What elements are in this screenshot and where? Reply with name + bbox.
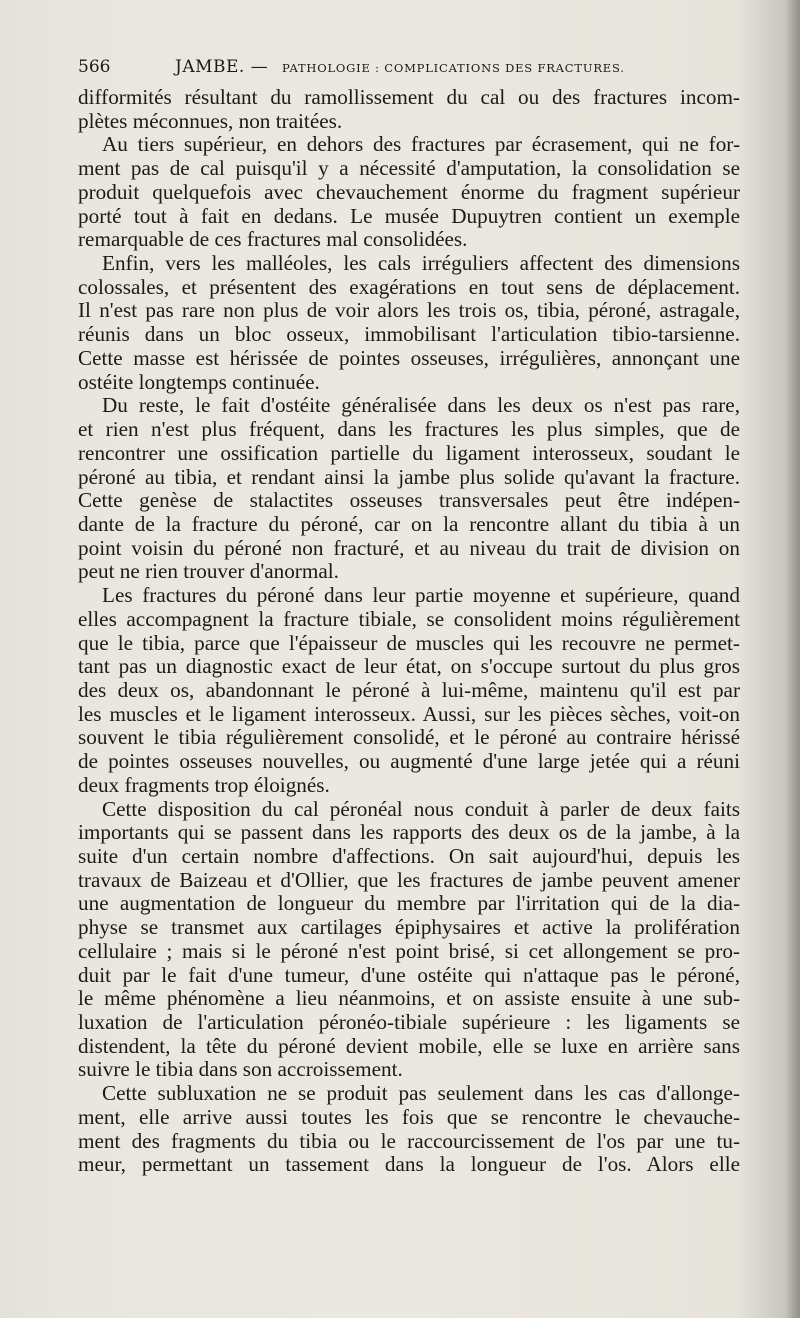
text-line: plètes méconnues, non traitées. — [78, 109, 343, 133]
text-line: suivre le tibia dans son accroissement. — [78, 1058, 403, 1082]
text-line: ment pas de cal puisqu'il y a nécessité d'amputation, la consolidation se — [78, 157, 740, 181]
text-line: produit quelquefois avec chevauchement énorme du fragment supérieur — [78, 180, 740, 204]
paragraph — [78, 252, 740, 394]
text-line: et rien n'est plus fréquent, dans les fractures les plus simples, que de — [78, 418, 740, 442]
text-line: travaux de Baizeau et d'Ollier, que les fractures de jambe peuvent amener — [78, 868, 740, 892]
body-text — [78, 86, 740, 1177]
text-line: tant pas un diagnostic exact de leur état, on s'occupe surtout du plus gros — [78, 655, 740, 679]
paragraph — [78, 394, 740, 584]
text-line: une augmentation de longueur du membre par l'irritation qui de la dia- — [78, 892, 740, 916]
text-line: Les fractures du péroné dans leur partie moyenne et supérieure, quand — [102, 584, 740, 608]
running-subtitle: PATHOLOGIE : COMPLICATIONS DES FRACTURES. — [282, 61, 625, 75]
page-edge-shadow — [786, 0, 800, 1318]
text-line: elles accompagnent la fracture tibiale, se consolident moins régulièrement — [78, 607, 740, 631]
text-line: Cette subluxation ne se produit pas seulement dans les cas d'allonge- — [102, 1082, 740, 1106]
text-line: dante de la fracture du péroné, car on la rencontre allant du tibia à un — [78, 512, 740, 536]
text-line: luxation de l'articulation péronéo-tibiale supérieure : les ligaments se — [78, 1011, 740, 1035]
paragraph — [78, 86, 740, 133]
text-line: ment des fragments du tibia ou le raccourcissement de l'os par une tu- — [78, 1129, 740, 1153]
text-line: ostéite longtemps continuée. — [78, 370, 320, 394]
text-line: péroné au tibia, et rendant ainsi la jambe plus solide qu'avant la fracture. — [78, 465, 740, 489]
text-line: que le tibia, parce que l'épaisseur de muscles qui les recouvre ne permet- — [78, 631, 740, 655]
text-line: rencontrer une ossification partielle du ligament interosseux, soudant le — [78, 441, 740, 465]
page-number: 566 — [78, 57, 111, 77]
text-line: souvent le tibia régulièrement consolidé, et le péroné au contraire hérissé — [78, 726, 740, 750]
text-line: de pointes osseuses nouvelles, ou augmenté d'une large jetée qui a réuni — [78, 750, 740, 774]
text-line: Enfin, vers les malléoles, les cals irréguliers affectent des dimensions — [102, 252, 740, 276]
text-line: distendent, la tête du péroné devient mobile, elle se luxe en arrière sans — [78, 1034, 740, 1058]
text-line: duit par le fait d'une tumeur, d'une ostéite qui n'attaque pas le péroné, — [78, 963, 740, 987]
text-line: peut ne rien trouver d'anormal. — [78, 560, 339, 584]
text-line: difformités résultant du ramollissement du cal ou des fractures incom- — [78, 86, 740, 109]
text-line: Cette masse est hérissée de pointes osseuses, irrégulières, annonçant une — [78, 346, 740, 370]
text-line: des deux os, abandonnant le péroné à lui-même, maintenu qu'il est par — [78, 678, 740, 702]
running-title: JAMBE. — — [175, 57, 269, 77]
paragraph — [78, 1082, 740, 1177]
text-line: ment, elle arrive aussi toutes les fois que se rencontre le chevauche- — [78, 1105, 740, 1129]
text-line: meur, permettant un tassement dans la longueur de l'os. Alors elle — [78, 1153, 740, 1177]
text-line: Du reste, le fait d'ostéite généralisée dans les deux os n'est pas rare, — [102, 394, 740, 418]
text-line: suite d'un certain nombre d'affections. On sait aujourd'hui, depuis les — [78, 845, 740, 868]
text-line: Il n'est pas rare non plus de voir alors les trois os, tibia, péroné, astragale, — [78, 299, 740, 323]
text-line: point voisin du péroné non fracturé, et au niveau du trait de division on — [78, 536, 740, 560]
text-line: deux fragments trop éloignés. — [78, 773, 330, 797]
text-line: remarquable de ces fractures mal consolidées. — [78, 228, 468, 252]
paragraph — [78, 133, 740, 252]
text-line: porté tout à fait en dedans. Le musée Dupuytren contient un exemple — [78, 204, 740, 228]
paragraph — [78, 584, 740, 797]
text-line: le même phénomène a lieu néanmoins, et on assiste ensuite à une sub- — [78, 987, 740, 1011]
text-line: cellulaire ; mais si le péroné n'est point brisé, si cet allongement se pro- — [78, 939, 740, 963]
text-line: réunis dans un bloc osseux, immobilisant l'articulation tibio-tarsienne. — [78, 323, 740, 347]
text-line: Cette disposition du cal péronéal nous conduit à parler de deux faits — [102, 797, 740, 821]
text-line: Cette genèse de stalactites osseuses transversales peut être indépen- — [78, 489, 740, 513]
running-header — [78, 52, 740, 82]
text-line: colossales, et présentent des exagérations en tout sens de déplacement. — [78, 275, 740, 299]
text-line: physe se transmet aux cartilages épiphysaires et active la prolifération — [78, 916, 740, 940]
paragraph — [78, 798, 740, 1083]
text-line: importants qui se passent dans les rapports des deux os de la jambe, à la — [78, 821, 740, 845]
text-line: Au tiers supérieur, en dehors des fractures par écrasement, qui ne for- — [102, 133, 740, 157]
text-line: les muscles et le ligament interosseux. Aussi, sur les pièces sèches, voit-on — [78, 702, 740, 726]
